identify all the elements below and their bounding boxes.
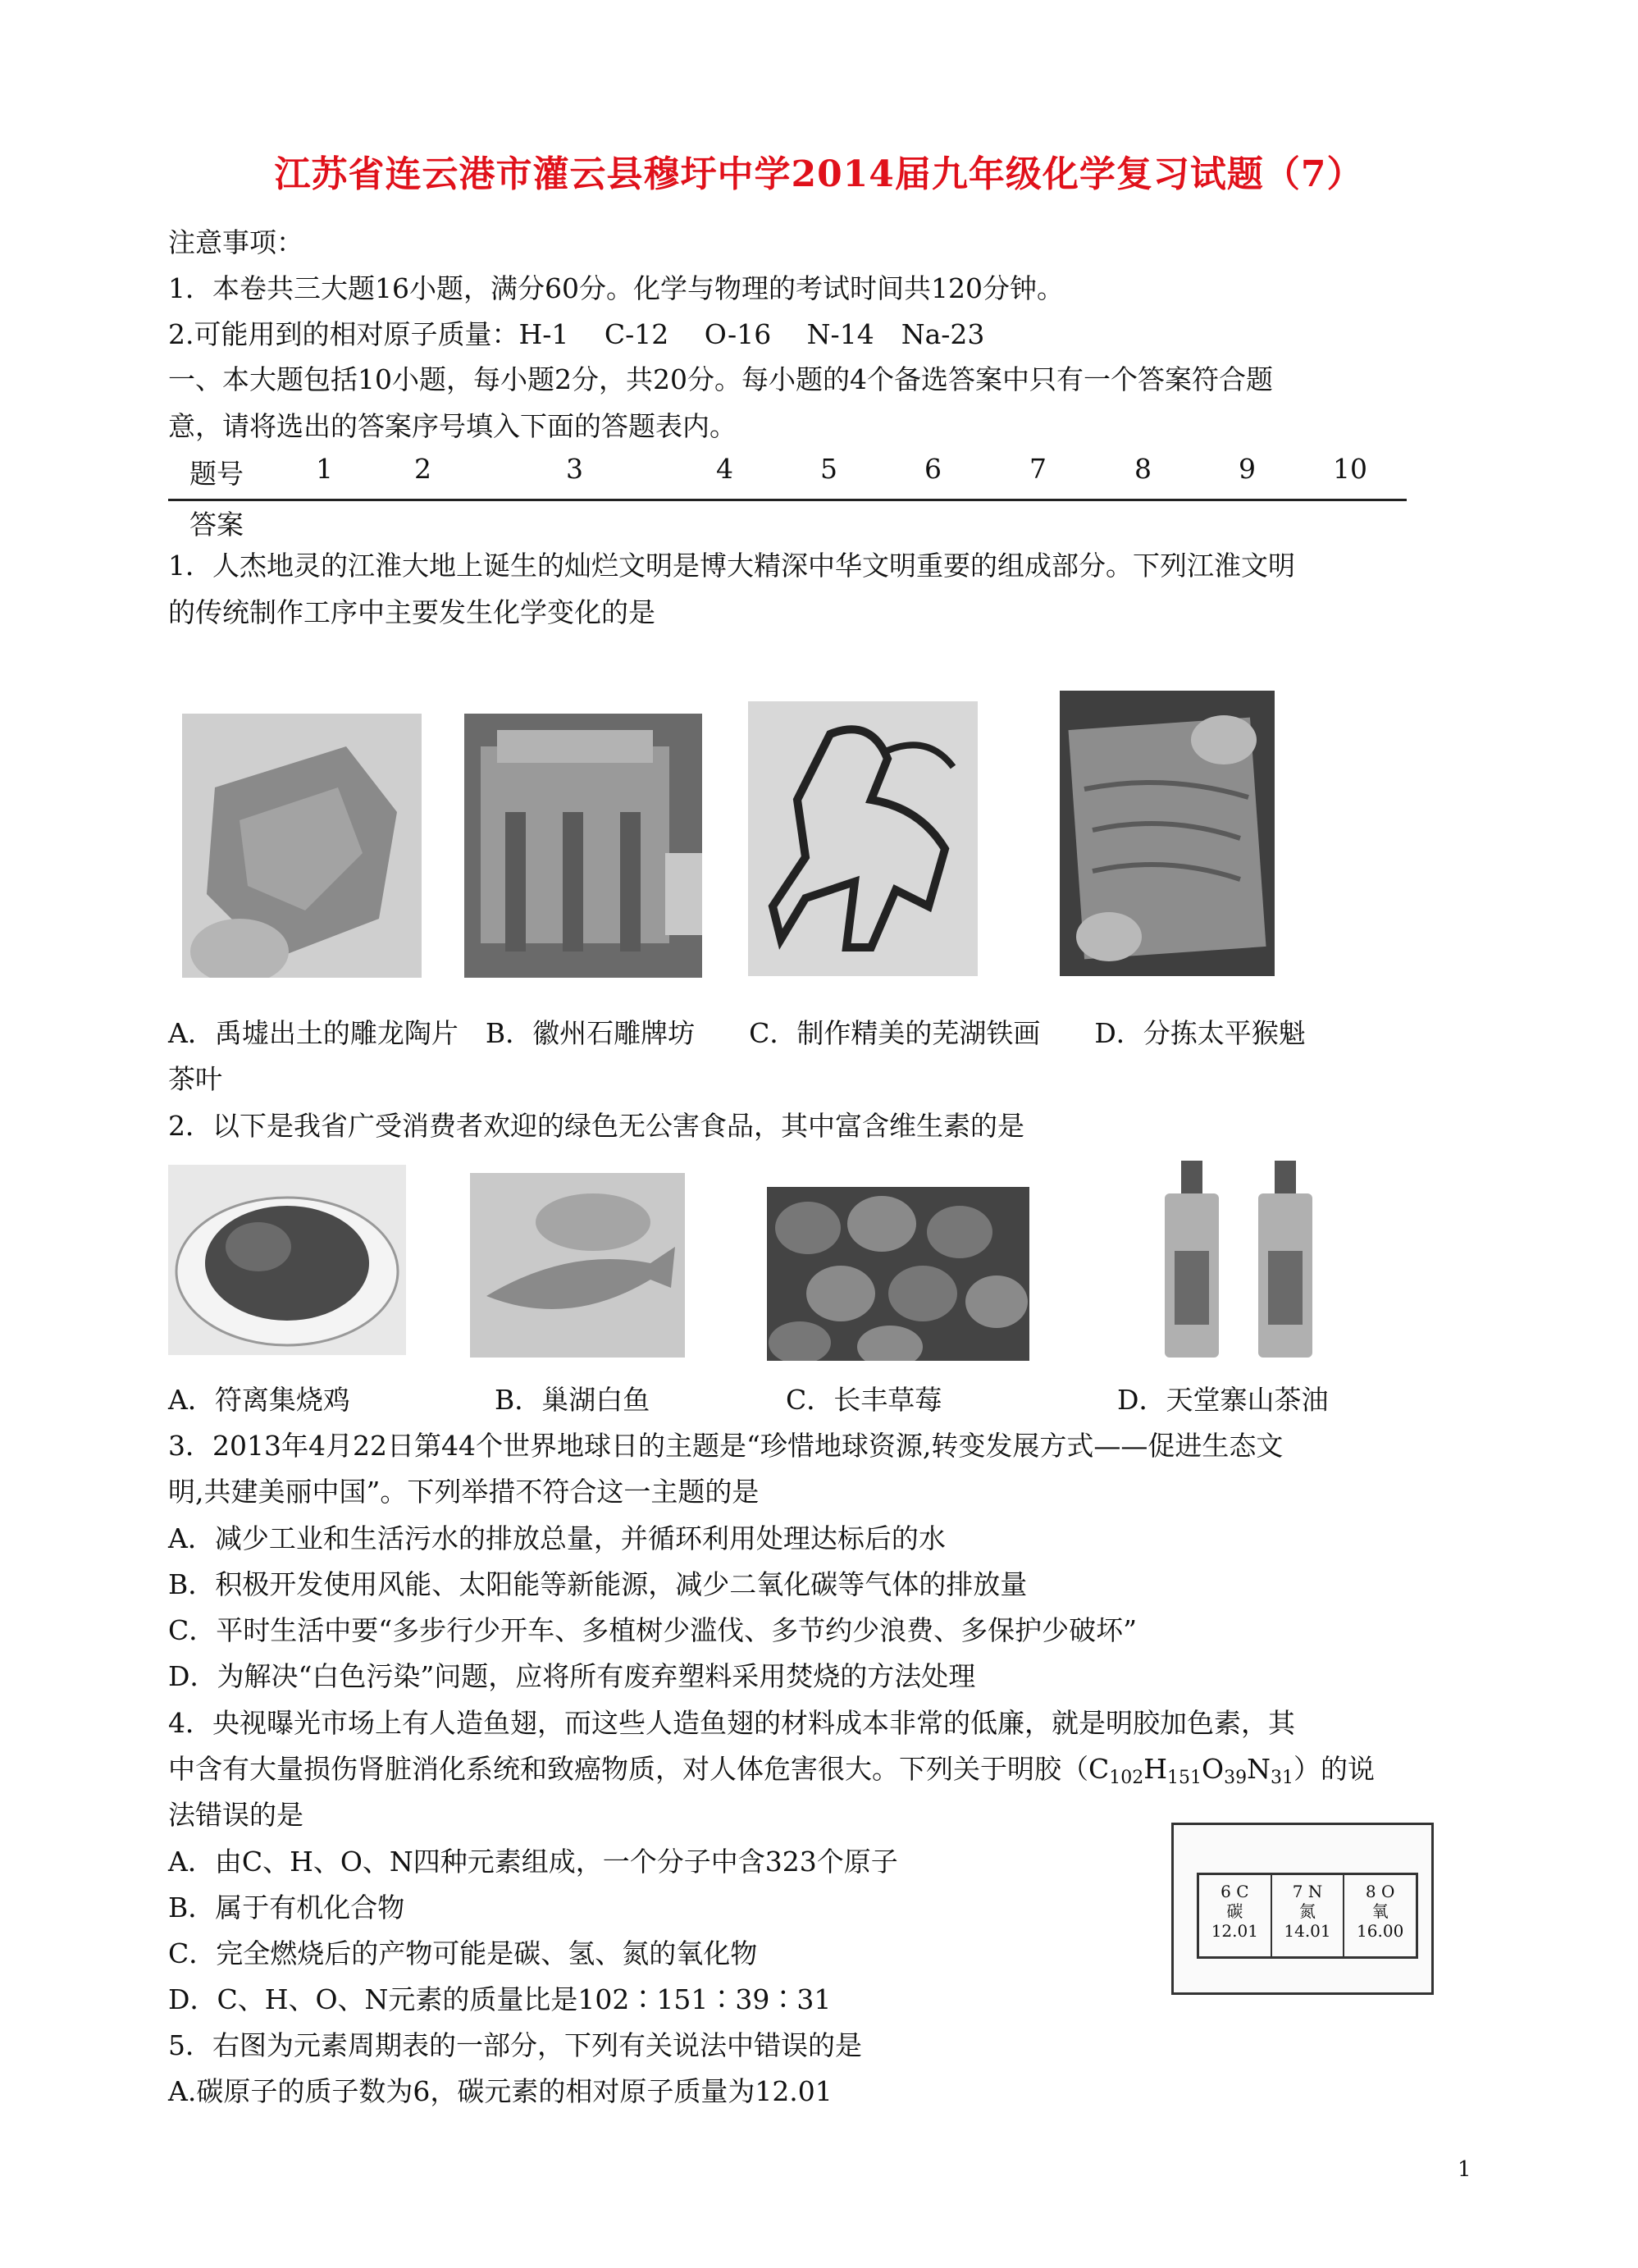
q5-option-a: A.碳原子的质子数为6，碳元素的相对原子质量为12.01 (168, 2075, 833, 2107)
periodic-table-figure (1171, 1823, 1434, 1995)
q5-stem: 5．右图为元素周期表的一部分，下列有关说法中错误的是 (168, 2029, 862, 2061)
page-title: 江苏省连云港市灌云县穆圩中学2014届九年级化学复习试题（7） (274, 153, 1364, 195)
answer-table-number: 2 (414, 453, 431, 485)
q2-option-c: C．长丰草莓 (786, 1384, 942, 1416)
q2-option-b: B．巢湖白鱼 (495, 1384, 650, 1416)
q1-options-line2: 茶叶 (168, 1063, 222, 1095)
answer-table-number: 4 (716, 453, 733, 485)
page-number: 1 (1458, 2157, 1471, 2182)
q1-options-line: A．禹墟出土的雕龙陶片 B．徽州石雕牌坊 C．制作精美的芜湖铁画 D．分拣太平猴魁 (168, 1017, 1306, 1049)
answer-table-number: 10 (1333, 453, 1367, 485)
sorting-tea-image (1060, 691, 1275, 976)
answer-table-number: 3 (566, 453, 583, 485)
q4-option-d: D．C、H、O、N元素的质量比是102∶151∶39∶31 (168, 1983, 832, 2015)
q3-option-a: A．减少工业和生活污水的排放总量，并循环利用处理达标后的水 (168, 1522, 946, 1554)
q1-stem-line2: 的传统制作工序中主要发生化学变化的是 (168, 596, 655, 628)
q3-stem-line2: 明,共建美丽中国”。下列举措不符合这一主题的是 (168, 1476, 760, 1508)
section1-line1: 一、本大题包括10小题，每小题2分，共20分。每小题的4个备选答案中只有一个答案符合题 (168, 363, 1273, 395)
element-cell-carbon: 6 C 碳 12.01 (1199, 1875, 1272, 1956)
answer-table-number: 5 (820, 453, 837, 485)
answer-table-header-label: 题号 (189, 458, 244, 490)
pottery-shard-image (182, 714, 422, 978)
q2-option-d: D．天堂寨山茶油 (1117, 1384, 1329, 1416)
periodic-table-cells (1197, 1873, 1418, 1959)
roast-chicken-image (168, 1165, 406, 1355)
element-cell-oxygen: 8 O 氧 16.00 (1357, 1882, 1404, 1941)
stone-archway-image (464, 714, 702, 978)
q3-option-c: C．平时生活中要“多步行少开车、多植树少滥伐、多节约少浪费、多保护少破坏” (168, 1614, 1137, 1646)
element-cell-nitrogen: 7 N 氮 14.01 (1272, 1875, 1345, 1956)
q3-option-b: B．积极开发使用风能、太阳能等新能源，减少二氧化碳等气体的排放量 (168, 1568, 1028, 1600)
note-2: 2.可能用到的相对原子质量：H-1 C-12 O-16 N-14 Na-23 (168, 318, 985, 350)
section1-line2: 意，请将选出的答案序号填入下面的答题表内。 (168, 410, 737, 442)
answer-table-number: 6 (924, 453, 942, 485)
q3-option-d: D．为解决“白色污染”问题，应将所有废弃塑料采用焚烧的方法处理 (168, 1660, 976, 1692)
q3-stem-line1: 3．2013年4月22日第44个世界地球日的主题是“珍惜地球资源,转变发展方式——促进生态文 (168, 1430, 1284, 1462)
q4-option-b: B．属于有机化合物 (168, 1892, 405, 1923)
answer-table-answer-label: 答案 (189, 509, 244, 541)
strawberries-image (767, 1187, 1029, 1361)
q4-stem-line1: 4．央视曝光市场上有人造鱼翅，而这些人造鱼翅的材料成本非常的低廉，就是明胶加色素，其 (168, 1707, 1295, 1739)
q4-stem-line2: 中含有大量损伤肾脏消化系统和致癌物质，对人体危害很大。下列关于明胶$(C_{102}H_{151}O_{39}N_{31})$的说 (168, 1753, 1375, 1788)
answer-table-number: 8 (1134, 453, 1152, 485)
answer-table-rule (168, 499, 1407, 501)
iron-painting-horse-image (748, 701, 978, 976)
q2-option-a: A．符离集烧鸡 (168, 1384, 350, 1416)
q1-stem-line1: 1．人杰地灵的江淮大地上诞生的灿烂文明是博大精深中华文明重要的组成部分。下列江淮文明 (168, 550, 1295, 582)
notes-heading: 注意事项： (168, 226, 303, 258)
note-1: 1．本卷共三大题16小题，满分60分。化学与物理的考试时间共120分钟。 (168, 272, 1064, 304)
white-fish-image (470, 1173, 685, 1358)
answer-table-number: 1 (316, 453, 333, 485)
q4-option-a: A．由C、H、O、N四种元素组成，一个分子中含323个原子 (168, 1846, 898, 1878)
q4-stem-line3: 法错误的是 (168, 1799, 303, 1831)
gelatin-formula: $C_{102}H_{151}O_{39}N_{31}$ (1088, 1753, 1294, 1788)
tea-oil-bottles-image (1157, 1161, 1329, 1362)
answer-table (168, 453, 1407, 543)
q4-option-c: C．完全燃烧后的产物可能是碳、氢、氮的氧化物 (168, 1937, 758, 1969)
answer-table-number: 9 (1239, 453, 1256, 485)
q2-stem: 2．以下是我省广受消费者欢迎的绿色无公害食品，其中富含维生素的是 (168, 1110, 1024, 1142)
answer-table-number: 7 (1029, 453, 1047, 485)
